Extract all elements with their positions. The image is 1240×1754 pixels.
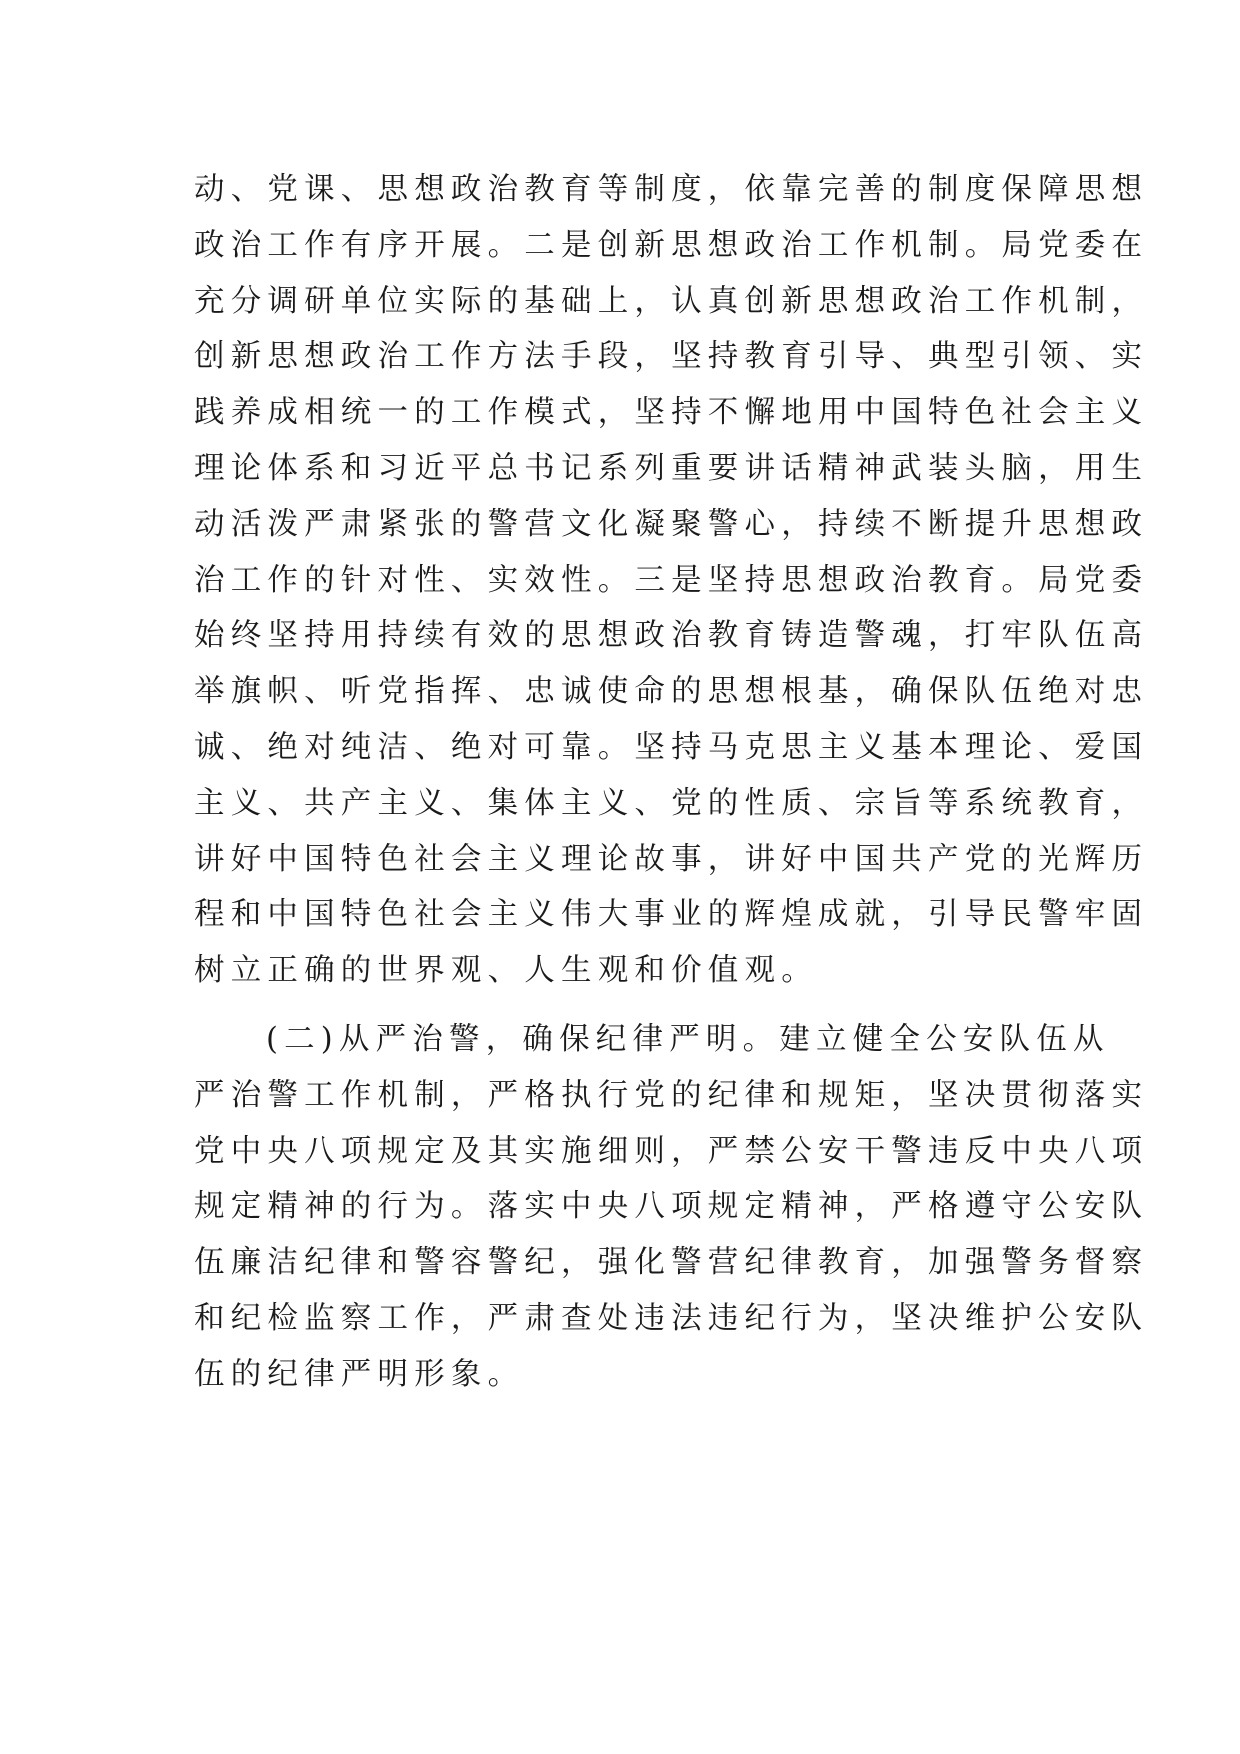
paragraph-line: 充分调研单位实际的基础上，认真创新思想政治工作机制，: [194, 283, 1149, 319]
paragraph-line: 政治工作有序开展。二是创新思想政治工作机制。局党委在: [194, 227, 1149, 263]
paragraph-line: 动、党课、思想政治教育等制度，依靠完善的制度保障思想: [194, 172, 1149, 207]
paragraph-line: 举旗帜、听党指挥、忠诚使命的思想根基，确保队伍绝对忠: [194, 674, 1149, 710]
paragraph-line: 治工作的针对性、实效性。三是坚持思想政治教育。局党委: [194, 562, 1149, 598]
paragraph-line: 党中央八项规定及其实施细则，严禁公安干警违反中央八项: [194, 1133, 1149, 1169]
paragraph-line: 树立正确的世界观、人生观和价值观。: [194, 953, 818, 989]
paragraph-heading-line: (二)从严治警，确保纪律严明。建立健全公安队伍从: [266, 1022, 1110, 1057]
paragraph-line: 理论体系和习近平总书记系列重要讲话精神武装头脑，用生: [194, 450, 1149, 486]
paragraph-line: 程和中国特色社会主义伟大事业的辉煌成就，引导民警牢固: [194, 897, 1149, 933]
paragraph-line: 始终坚持用持续有效的思想政治教育铸造警魂，打牢队伍高: [194, 618, 1149, 654]
paragraph-line: 主义、共产主义、集体主义、党的性质、宗旨等系统教育，: [194, 785, 1149, 821]
paragraph-line: 和纪检监察工作，严肃查处违法违纪行为，坚决维护公安队: [194, 1300, 1149, 1336]
paragraph-line: 讲好中国特色社会主义理论故事，讲好中国共产党的光辉历: [194, 841, 1149, 877]
paragraph-line: 严治警工作机制，严格执行党的纪律和规矩，坚决贯彻落实: [194, 1077, 1149, 1113]
paragraph-line: 动活泼严肃紧张的警营文化凝聚警心，持续不断提升思想政: [194, 506, 1149, 542]
paragraph-line: 诚、绝对纯洁、绝对可靠。坚持马克思主义基本理论、爱国: [194, 729, 1149, 765]
paragraph-line: 践养成相统一的工作模式，坚持不懈地用中国特色社会主义: [194, 395, 1149, 431]
paragraph-line: 伍廉洁纪律和警容警纪，强化警营纪律教育，加强警务督察: [194, 1245, 1149, 1281]
paragraph-line: 规定精神的行为。落实中央八项规定精神，严格遵守公安队: [194, 1189, 1149, 1225]
paragraph-1: [194, 162, 1149, 999]
paragraph-line: 创新思想政治工作方法手段，坚持教育引导、典型引领、实: [194, 339, 1149, 375]
paragraph-2: [194, 1012, 1149, 1403]
paragraph-line: 伍的纪律严明形象。: [194, 1356, 525, 1392]
